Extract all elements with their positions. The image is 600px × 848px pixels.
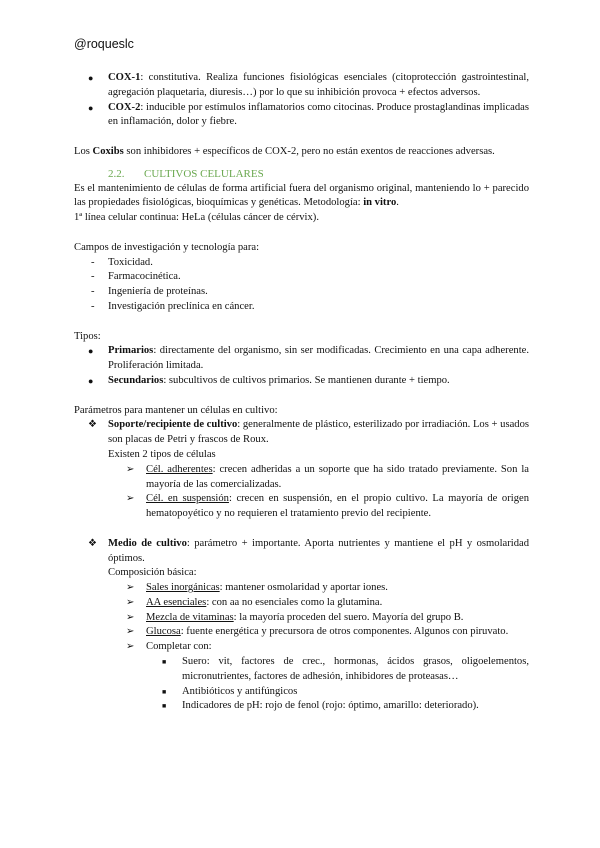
bullet-square-icon: ■ [162,687,167,696]
item-text: : constitutiva. Realiza funciones fisiológicas esenciales (citoprotección gastrointestinal, agregación plaquetaria, diuresis…) por lo que su inhibición provoca + efectos adversos. [108,72,529,98]
list-item: - Toxicidad. [74,256,529,271]
soporte-subtitle: Existen 2 tipos de células [108,448,216,460]
term: Glucosa [146,626,181,638]
campos-title: Campos de investigación y tecnología para: [74,241,260,253]
list-item: - Farmacocinética. [74,270,529,285]
term: Soporte/recipiente de cultivo [108,419,238,431]
coxibs-paragraph: Los Coxibs son inhibidores + específicos de COX-2, pero no están exentos de reacciones adversas. [74,145,495,157]
list-item: ■ Suero: vit, factores de crec., hormonas, ácidos grasos, oligoelementos, micronutrientes, factores de adhesión, inhibidores de proteasas… [162,656,529,682]
bullet-dot-icon: ● [88,102,94,113]
bullet-diamond-icon: ❖ [88,419,97,431]
soporte-item: ❖ Soporte/recipiente de cultivo: generalmente de plástico, esterilizado por irradiación. Los + usados son placas de Petri y frascos de Roux. [88,419,529,446]
term: Coxibs [92,145,124,157]
bullet-square-icon: ■ [162,702,167,711]
bullet-arrow-icon: ➢ [126,596,135,608]
bullet-arrow-icon: ➢ [126,463,135,475]
list-item: ➢ Glucosa: fuente energética y precursora de otros componentes. Algunos con piruvato. [74,625,529,640]
list-item: ■ Antibióticos y antifúngicos [74,685,529,700]
intro-line2: 1ª línea celular continua: HeLa (células cáncer de cérvix). [74,212,319,224]
bullet-diamond-icon: ❖ [88,537,97,549]
list-item [74,71,529,101]
term: Secundarios [108,374,164,386]
bullet-arrow-icon: ➢ [126,611,135,623]
term: Cél. en suspensión [146,493,229,505]
medio-subtitle: Composición básica: [108,567,197,579]
term: Cél. adherentes [146,463,213,475]
list-item: ➢ Mezcla de vitaminas: la mayoría proceden del suero. Mayoría del grupo B. [74,611,529,626]
bullet-arrow-icon: ➢ [126,626,135,638]
section-heading [74,167,529,182]
list-item: - Investigación preclínica en cáncer. [74,300,529,315]
bullet-dot-icon: ● [88,375,94,386]
bullet-dash-icon: - [91,286,95,298]
list-item: ➢ Cél. adherentes: crecen adheridas a un soporte que ha sido tratado previamente. Son la mayoría de las comercializadas. [126,463,529,490]
bullet-arrow-icon: ➢ [126,493,135,505]
tipos-list [74,344,529,388]
list-item: ➢ Cél. en suspensión: crecen en suspensión, en el propio cultivo. La mayoría de origen hematopoyético y no requieren el tratamiento previo del recipiente. [126,493,529,520]
campos-list [74,256,529,315]
term: AA esenciales [146,596,207,608]
bullet-square-icon: ■ [162,658,167,667]
cox-list [74,71,529,130]
list-item [74,101,529,131]
list-item: ➢ AA esenciales: con aa no esenciales como la glutamina. [74,596,529,611]
bullet-dot-icon: ● [88,73,94,83]
term: Mezcla de vitaminas [146,611,234,623]
list-item: ● Primarios: directamente del organismo, sin ser modificadas. Crecimiento en una capa adherente. Proliferación limitada. [88,345,529,372]
page-header-username: @roqueslc [74,37,134,51]
term: COX-2 [108,101,141,113]
bullet-arrow-icon: ➢ [126,582,135,594]
intro-paragraph: Es el mantenimiento de células de forma artificial fuera del organismo original, manteniendo lo + parecido las propiedades fisiológicas, bioquímicas y genéticas. Metodología: in vitro. [74,182,529,209]
list-item: ➢ Completar con: [74,640,529,655]
bullet-dash-icon: - [91,256,95,268]
tipos-title: Tipos: [74,330,101,342]
list-item: ➢ Sales inorgánicas: mantener osmolaridad y aportar iones. [74,581,529,596]
term: COX-1 [108,72,141,83]
term: Medio de cultivo [108,537,187,549]
document-body [74,71,529,714]
parametros-title: Parámetros para mantener un células en cultivo: [74,404,278,416]
list-item: ● Secundarios: subcultivos de cultivos primarios. Se mantienen durante + tiempo. [74,374,529,389]
item-text: : inducible por estímulos inflamatorios como citocinas. Produce prostaglandinas implicadas en inflamación, dolor y fiebre. [108,101,529,128]
bullet-dash-icon: - [91,271,95,283]
section-number: 2.2. [108,167,125,180]
list-item: - Ingeniería de proteínas. [74,285,529,300]
bullet-dot-icon: ● [88,346,94,357]
list-item: ■ Indicadores de pH: rojo de fenol (rojo: óptimo, amarillo: deteriorado). [74,699,529,714]
bullet-arrow-icon: ➢ [126,641,135,653]
bullet-dash-icon: - [91,300,95,312]
medio-item: ❖ Medio de cultivo: parámetro + importante. Aporta nutrientes y mantiene el pH y osmolaridad óptimos. [88,537,529,564]
term: Primarios [108,345,154,357]
term: Sales inorgánicas [146,582,220,594]
term: in vitro [363,197,397,209]
section-title: CULTIVOS CELULARES [144,167,264,180]
